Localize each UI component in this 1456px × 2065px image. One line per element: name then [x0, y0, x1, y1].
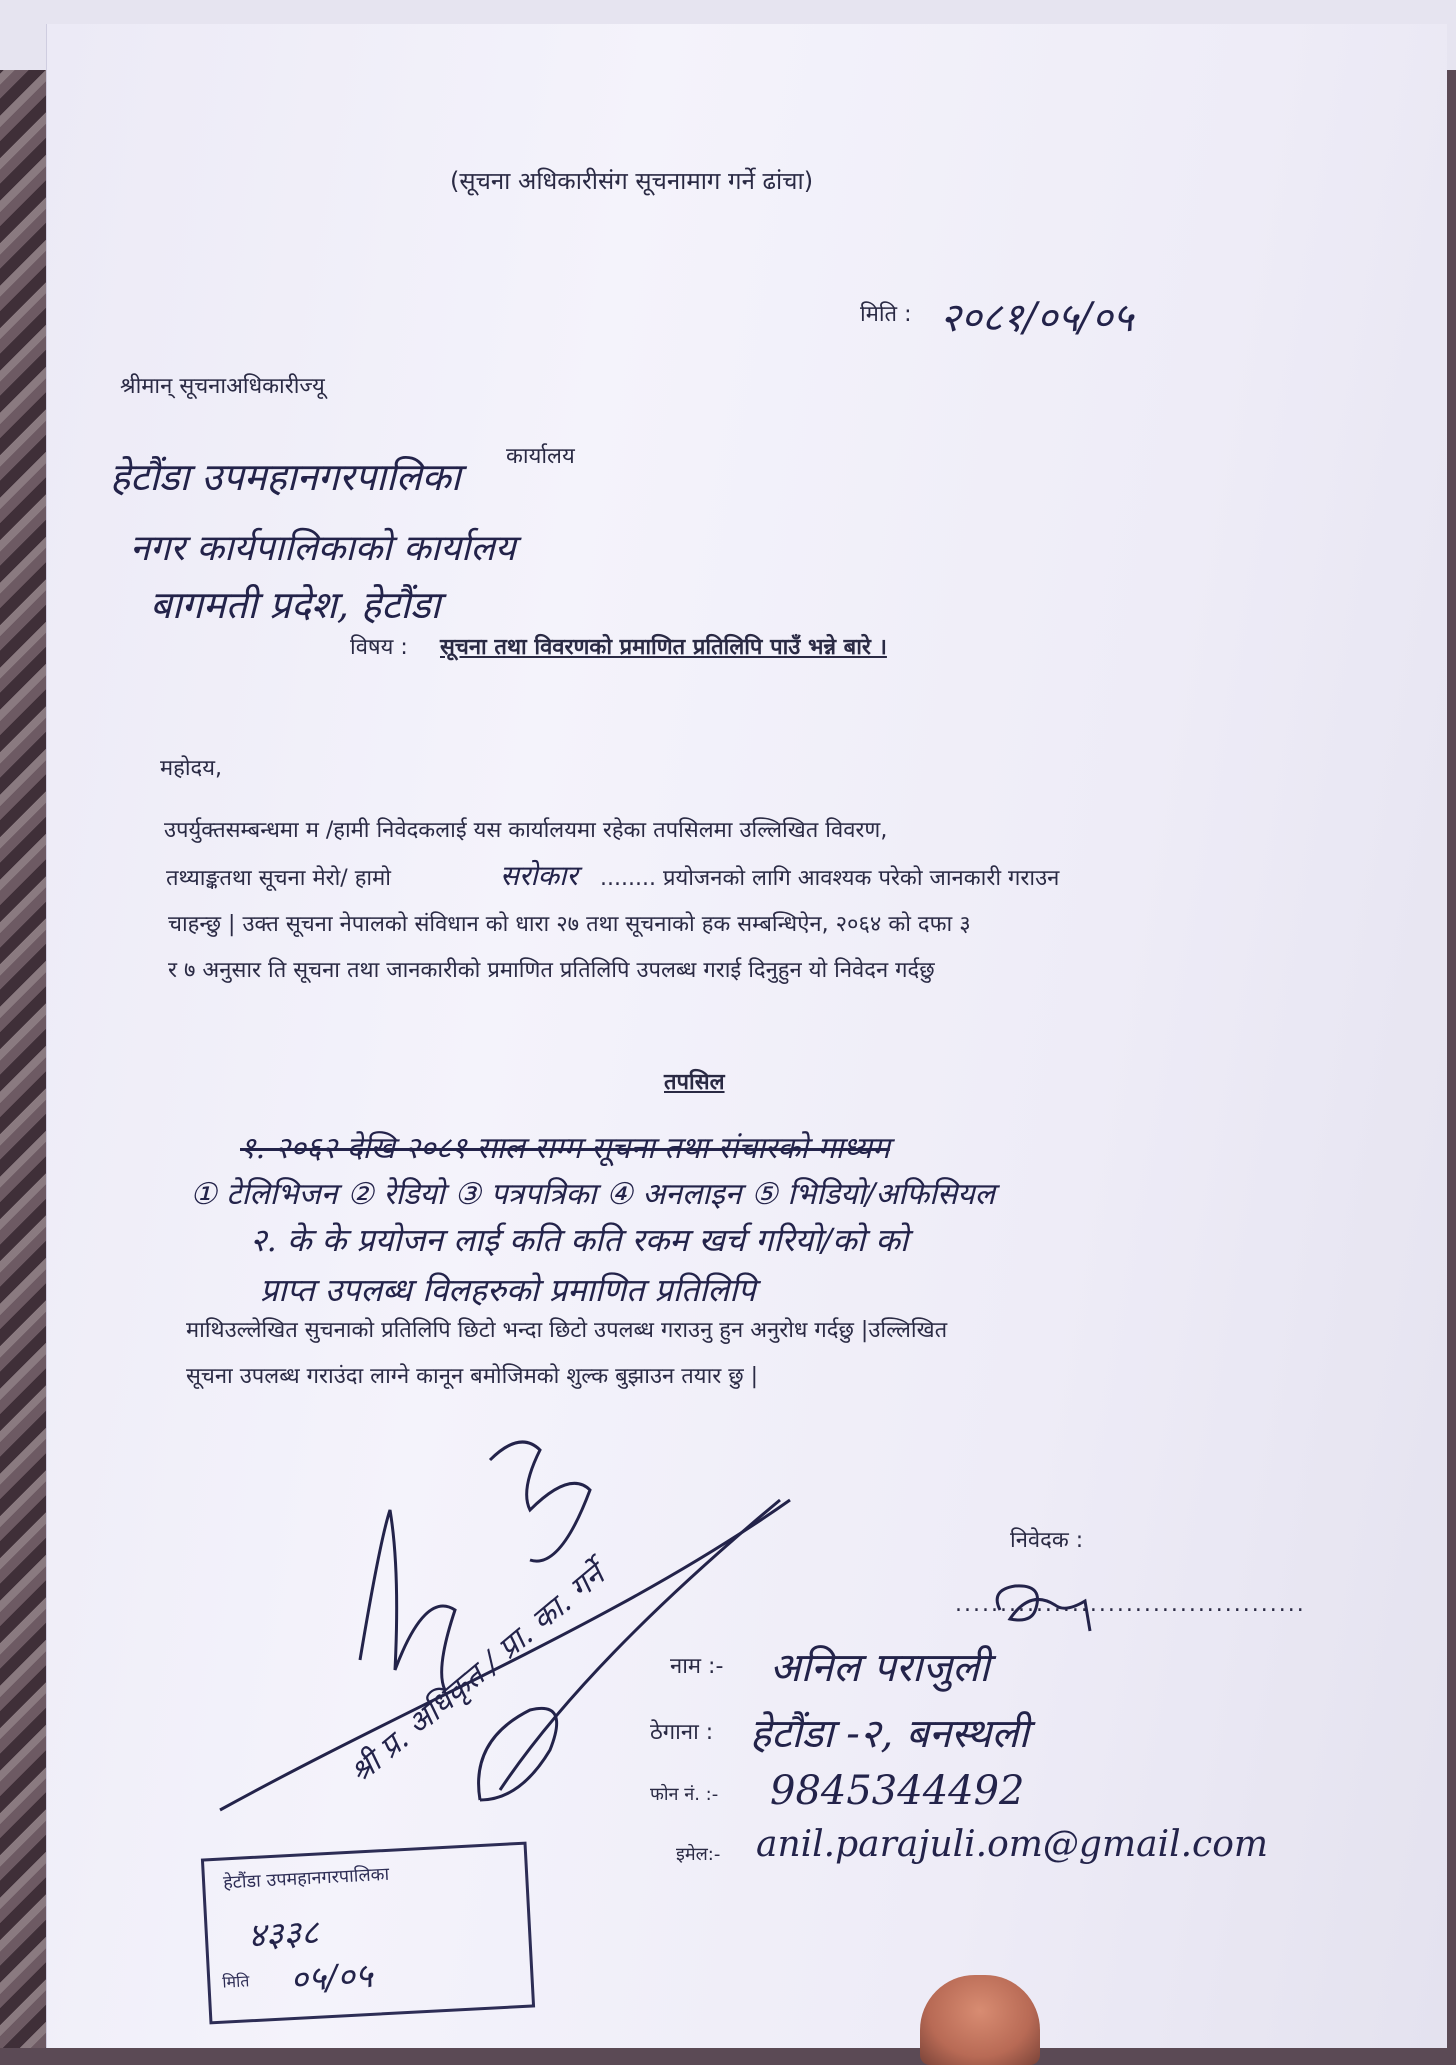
margin-note: श्री प्र. अधिकृत / प्रा. का. गर्ने — [343, 1557, 612, 1791]
office-line3: बागमती प्रदेश, हेटौंडा — [150, 583, 441, 627]
applicant-signature-line: ....................................... — [955, 1592, 1306, 1617]
phone-label: फोन नं. :- — [650, 1784, 719, 1805]
phone-value: 9845344492 — [770, 1768, 1025, 1814]
officer-signature-2 — [490, 1442, 590, 1561]
stamp-number: ४३३८ — [246, 1912, 320, 1957]
tapsil-item1-line1: १. २०६२ देखि २०८१ साल सम्म सूचना तथा संचारको माध्यम — [240, 1131, 890, 1166]
subject-text: सूचना तथा विवरणको प्रमाणित प्रतिलिपि पाउँ भन्ने बारे । — [440, 635, 887, 660]
date-label: मिति : — [860, 302, 912, 327]
stamp-date: ०५/०५ — [289, 1955, 374, 2001]
tapsil-item2-line1: २. के के प्रयोजन लाई कति कति रकम खर्च गरियो/को को — [250, 1221, 909, 1259]
body-line2-post: ........ प्रयोजनको लागि आवश्यक परेको जानकारी गराउन — [600, 866, 1060, 891]
address-label: ठेगाना : — [650, 1720, 714, 1745]
closing-line2: सूचना उपलब्ध गराउंदा लाग्ने कानून बमोजिमको शुल्क बुझाउन तयार छु | — [186, 1364, 759, 1389]
registration-stamp — [201, 1842, 535, 2025]
closing-line1: माथिउल्लेखित सुचनाको प्रतिलिपि छिटो भन्दा छिटो उपलब्ध गराउनु हुन अनुरोध गर्दछु |उल्लिखित — [186, 1318, 948, 1343]
email-value: anil.parajuli.om@gmail.com — [756, 1824, 1269, 1865]
subject-label: विषय : — [350, 635, 408, 660]
email-label: इमेल:- — [676, 1844, 721, 1865]
body-line1: उपर्युक्तसम्बन्धमा म /हामी निवेदकलाई यस कार्यालयमा रहेका तपसिलमा उल्लिखित विवरण, — [164, 818, 888, 843]
name-value: अनिल पराजुली — [770, 1645, 990, 1691]
tapsil-heading: तपसिल — [664, 1070, 725, 1095]
stamp-date-label: मिति — [221, 1971, 250, 1992]
office-line1: हेटौंडा उपमहानगरपालिका — [110, 455, 461, 499]
applicant-heading: निवेदक : — [1010, 1528, 1084, 1553]
form-title: (सूचना अधिकारीसंग सूचनामाग गर्ने ढांचा) — [450, 167, 814, 195]
applicant-signature — [997, 1586, 1090, 1631]
officer-signature-1 — [360, 1510, 455, 1690]
officer-loop — [479, 1708, 557, 1800]
office-line2: नगर कार्यपालिकाको कार्यालय — [130, 528, 516, 569]
body-line4: र ७ अनुसार ति सूचना तथा जानकारीको प्रमाणित प्रतिलिपि उपलब्ध गराई दिनुहुन यो निवेदन गर्दछु — [168, 958, 935, 983]
tapsil-item2-line2: प्राप्त उपलब्ध विलहरुको प्रमाणित प्रतिलिपि — [260, 1271, 756, 1309]
body-line3: चाहन्छु | उक्त सूचना नेपालको संविधान को धारा २७ तथा सूचनाको हक सम्बन्धिऐन, २०६४ को दफा ३ — [168, 912, 971, 937]
thumb — [920, 1975, 1040, 2065]
addressee: श्रीमान् सूचनाअधिकारीज्यू — [120, 374, 325, 399]
name-label: नाम :- — [670, 1654, 724, 1679]
stamp-title: हेटौंडा उपमहानगरपालिका — [222, 1863, 390, 1894]
date-value: २०८१/०५/०५ — [940, 295, 1134, 341]
body-line2-hand: सरोकार — [500, 859, 578, 892]
salutation: महोदय, — [160, 756, 222, 781]
address-value: हेटौंडा -२, बनस्थली — [750, 1711, 1029, 1757]
body-line2-pre: तथ्याङ्कतथा सूचना मेरो/ हामो — [166, 866, 391, 891]
office-suffix: कार्यालय — [506, 444, 575, 469]
tapsil-item1-line2: ① टेलिभिजन ② रेडियो ③ पत्रपत्रिका ④ अनलाइन ⑤ भिडियो/अफिसियल — [190, 1177, 995, 1212]
